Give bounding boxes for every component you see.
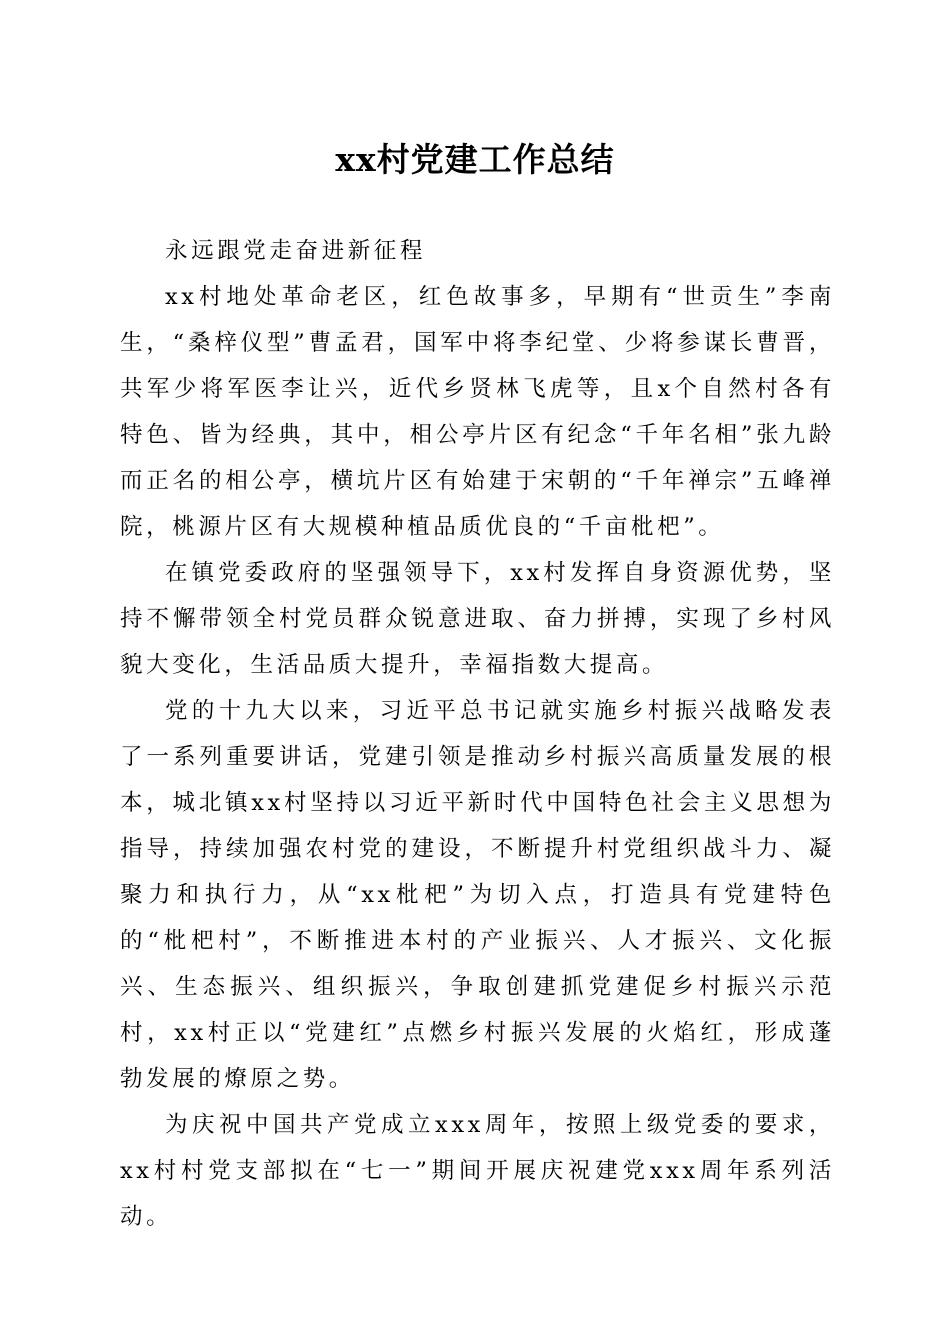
body-paragraph: xx村地处革命老区，红色故事多，早期有“世贡生”李南生，“桑梓仪型”曹孟君，国军中将李纪堂、少将参谋长曹晋，共军少将军医李让兴，近代乡贤林飞虎等，且x个自然村各有特色、皆为经典，其中，相公亭片区有纪念“千年名相”张九龄而正名的相公亭，横坑片区有始建于宋朝的“千年禅宗”五峰禅院，桃源片区有大规模种植品质优良的“千亩枇杷”。 xyxy=(120,284,835,540)
body-paragraph: 党的十九大以来，习近平总书记就实施乡村振兴战略发表了一系列重要讲话，党建引领是推动乡村振兴高质量发展的根本，城北镇xx村坚持以习近平新时代中国特色社会主义思想为指导，持续加强农村党的建设，不断提升村党组织战斗力、凝聚力和执行力，从“xx枇杷”为切入点，打造具有党建特色的“枇杷村”，不断推进本村的产业振兴、人才振兴、文化振兴、生态振兴、组织振兴，争取创建抓党建促乡村振兴示范村，xx村正以“党建红”点燃乡村振兴发展的火焰红，形成蓬勃发展的燎原之势。 xyxy=(120,698,835,1092)
body-paragraph: 在镇党委政府的坚强领导下，xx村发挥自身资源优势，坚持不懈带领全村党员群众锐意进取、奋力拼搏，实现了乡村风貌大变化，生活品质大提升，幸福指数大提高。 xyxy=(120,560,835,678)
subtitle-paragraph: 永远跟党走奋进新征程 xyxy=(165,238,427,264)
body-paragraph: 为庆祝中国共产党成立xxx周年，按照上级党委的要求，xx村村党支部拟在“七一”期间开展庆祝建党xxx周年系列活动。 xyxy=(120,1112,835,1230)
document-body xyxy=(120,228,835,1240)
document-title: xx村党建工作总结 xyxy=(335,140,615,179)
